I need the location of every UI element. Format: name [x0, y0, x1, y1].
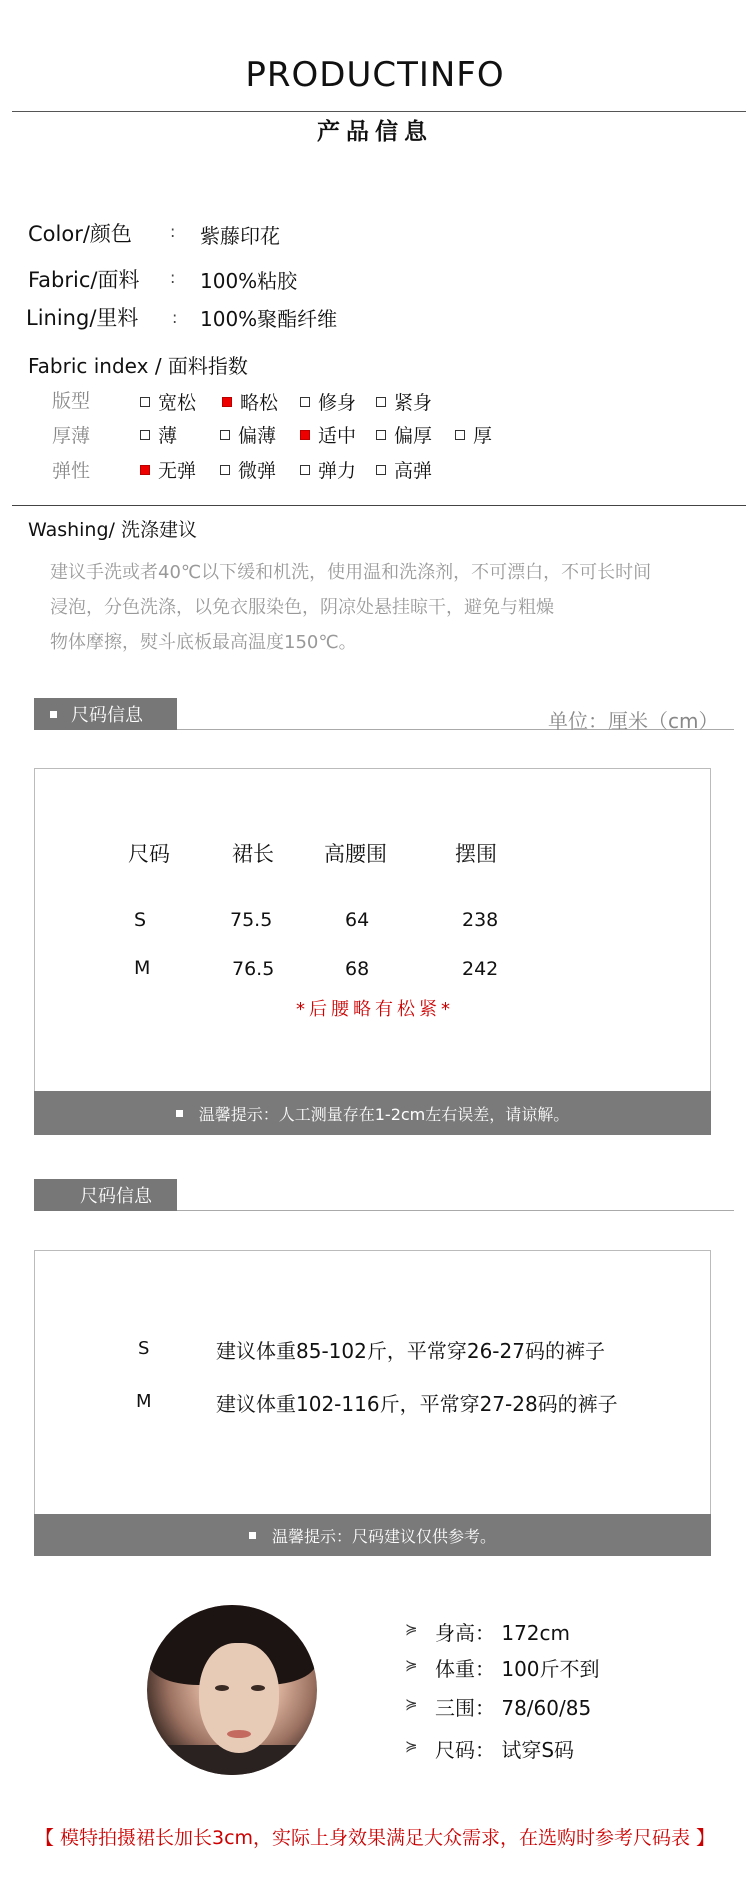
recommend-section-header: [34, 1179, 177, 1211]
recommend-section-title: 尺码信息: [80, 1186, 152, 1207]
chevron-right-icon: ≽: [405, 1695, 418, 1713]
checkbox-icon: [376, 397, 386, 407]
table-cell: 64: [345, 909, 370, 931]
thickness-option-thin[interactable]: [140, 421, 177, 448]
table-header-length: 裙长: [232, 842, 274, 866]
thickness-option-medium[interactable]: [300, 421, 356, 448]
page-subtitle: 产品信息: [317, 119, 433, 145]
washing-text: [50, 555, 730, 660]
option-label: 略松: [240, 392, 279, 414]
chevron-right-icon: ≽: [405, 1620, 418, 1638]
option-label: 微弹: [238, 460, 277, 482]
recommend-tip-bar: [34, 1514, 711, 1556]
checkbox-icon: [140, 397, 150, 407]
washing-title: Washing/ 洗涤建议: [28, 519, 197, 541]
elastic-option-none[interactable]: [140, 456, 196, 483]
color-value: 紫藤印花: [200, 224, 280, 248]
table-cell: 68: [345, 958, 370, 980]
recommend-text: 建议体重85-102斤，平常穿26-27码的裤子: [216, 1339, 605, 1363]
size-tip-bar: [34, 1091, 711, 1135]
table-cell: 75.5: [230, 909, 273, 931]
square-bullet-icon: [176, 1110, 183, 1117]
thickness-option-thick[interactable]: [455, 421, 492, 448]
checkbox-icon: [376, 430, 386, 440]
table-cell: M: [134, 957, 151, 979]
option-label: 无弹: [158, 460, 197, 482]
checkbox-checked-icon: [300, 430, 310, 440]
recommend-size: M: [136, 1391, 152, 1412]
fabric-colon: :: [170, 268, 176, 287]
table-cell: 76.5: [232, 958, 275, 980]
recommend-text: 建议体重102-116斤，平常穿27-28码的裤子: [216, 1392, 618, 1416]
checkbox-icon: [376, 465, 386, 475]
checkbox-checked-icon: [140, 465, 150, 475]
washing-line: 建议手洗或者40℃以下缓和机洗，使用温和洗涤剂，不可漂白，不可长时间: [50, 562, 652, 583]
washing-line: 物体摩擦，熨斗底板最高温度150℃。: [50, 632, 357, 653]
fabric-value: 100%粘胶: [200, 269, 298, 293]
option-label: 弹力: [318, 460, 357, 482]
option-label: 厚: [473, 425, 493, 447]
fabric-label: Fabric/面料: [28, 268, 140, 292]
table-cell: 242: [462, 958, 499, 980]
fabric-index-title: Fabric index / 面料指数: [28, 354, 248, 378]
bottom-note: 【 模特拍摄裙长加长3cm，实际上身效果满足大众需求，在选购时参考尺码表 】: [34, 1827, 716, 1849]
thickness-label: 厚薄: [52, 425, 91, 447]
chevron-right-icon: ≽: [405, 1656, 418, 1674]
recommend-tip-text: 温馨提示：尺码建议仅供参考。: [271, 1526, 496, 1546]
elastic-option-high[interactable]: [376, 456, 432, 483]
section-divider: [12, 505, 746, 506]
color-label: Color/颜色: [28, 222, 132, 246]
fit-option-slightly-loose[interactable]: [222, 388, 278, 415]
title-divider: [12, 111, 746, 112]
model-photo: [147, 1605, 317, 1775]
model-eye: [215, 1685, 229, 1691]
checkbox-checked-icon: [222, 397, 232, 407]
thickness-option-thickish[interactable]: [376, 421, 432, 448]
fit-option-tight[interactable]: [376, 388, 432, 415]
checkbox-icon: [140, 430, 150, 440]
table-cell: 238: [462, 909, 499, 931]
lining-value: 100%聚酯纤维: [200, 307, 338, 331]
model-measurements: 三围： 78/60/85: [435, 1696, 592, 1720]
elastic-option-slight[interactable]: [220, 456, 276, 483]
thickness-option-thinnish[interactable]: [220, 421, 276, 448]
option-label: 偏薄: [238, 425, 277, 447]
model-size: 尺码： 试穿S码: [435, 1738, 575, 1762]
option-label: 紧身: [394, 392, 433, 414]
model-height: 身高： 172cm: [435, 1621, 571, 1645]
checkbox-icon: [300, 397, 310, 407]
recommend-section-line: [177, 1210, 734, 1211]
elastic-label: 弹性: [52, 460, 91, 482]
color-colon: :: [170, 222, 176, 241]
table-cell: S: [134, 909, 147, 931]
option-label: 薄: [158, 425, 178, 447]
lining-label: Lining/里料: [26, 306, 139, 330]
option-label: 修身: [318, 392, 357, 414]
size-section-header: [34, 698, 177, 730]
size-table-panel: [34, 768, 711, 1135]
checkbox-icon: [220, 430, 230, 440]
unit-label: 单位：厘米（cm）: [548, 709, 719, 733]
fit-option-loose[interactable]: [140, 388, 196, 415]
checkbox-icon: [455, 430, 465, 440]
checkbox-icon: [220, 465, 230, 475]
size-section-title: 尺码信息: [71, 705, 143, 726]
waist-elastic-note: *后腰略有松紧*: [296, 999, 454, 1020]
model-weight: 体重： 100斤不到: [435, 1657, 600, 1681]
table-header-size: 尺码: [128, 842, 170, 866]
option-label: 适中: [318, 425, 357, 447]
lining-colon: :: [172, 308, 178, 327]
option-label: 高弹: [394, 460, 433, 482]
model-eye: [251, 1685, 265, 1691]
chevron-right-icon: ≽: [405, 1737, 418, 1755]
option-label: 宽松: [158, 392, 197, 414]
table-header-waist: 高腰围: [324, 842, 387, 866]
checkbox-icon: [300, 465, 310, 475]
square-bullet-icon: [50, 711, 57, 718]
square-bullet-icon: [249, 1532, 256, 1539]
recommend-size: S: [138, 1338, 150, 1359]
model-lips: [227, 1730, 251, 1738]
size-tip-text: 温馨提示：人工测量存在1-2cm左右误差，请谅解。: [198, 1104, 570, 1124]
fit-label: 版型: [52, 390, 91, 412]
option-label: 偏厚: [394, 425, 433, 447]
fit-option-slim[interactable]: [300, 388, 356, 415]
elastic-option-stretch[interactable]: [300, 456, 356, 483]
table-header-hem: 摆围: [455, 842, 497, 866]
page-title: PRODUCTINFO: [245, 55, 505, 95]
washing-line: 浸泡，分色洗涤，以免衣服染色，阴凉处悬挂晾干，避免与粗燥: [50, 597, 554, 618]
